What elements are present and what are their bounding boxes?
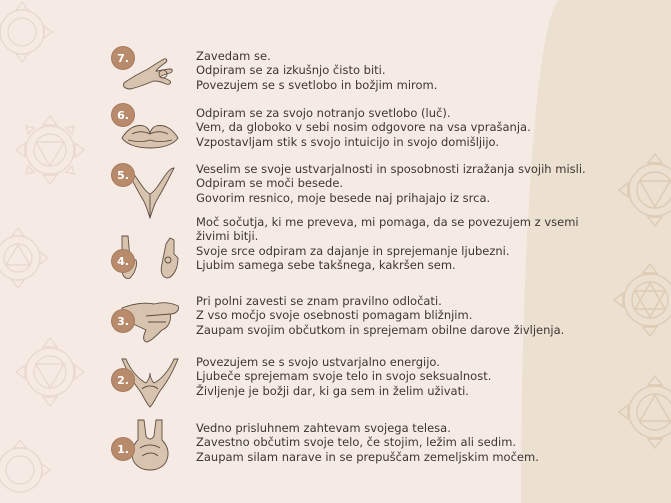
chakra-number-badge: 2. [112, 369, 134, 391]
affirmation-line: Ljubeče sprejemam svoje telo in svojo seksualnost. [196, 369, 492, 384]
affirmation-line: Govorim resnico, moje besede naj prihajajo iz srca. [196, 190, 491, 205]
chakra-number-badge: 6. [112, 104, 134, 126]
chakra-item-1 [112, 418, 652, 478]
affirmation-line: Zaupam silam narave in se prepuščam zemeljskim močem. [196, 449, 539, 464]
chakra-number-badge: 5. [112, 164, 134, 186]
affirmation-line: Vem, da globoko v sebi nosim odgovore na vsa vprašanja. [196, 120, 531, 135]
chakra-symbol-icon [0, 2, 52, 62]
chakra-symbol-icon [16, 338, 84, 406]
affirmation-line: Veselim se svoje ustvarjalnosti in sposobnosti izražanja svojih misli. [196, 162, 586, 176]
affirmation-line: Vzpostavljam stik s svojo intuicijo in svojo domišljijo. [196, 134, 499, 149]
chakra-item-3 [112, 296, 652, 356]
affirmation-line: Zaupam svojim občutkom in sprejemam obilne darove življenja. [196, 322, 565, 337]
affirmation-line: Ljubim samega sebe takšnega, kakršen sem. [196, 258, 456, 273]
affirmation-line: Odpiram se za svojo notranjo svetlobo (luč). [196, 106, 451, 120]
affirmation-line: Odpiram se moči besede. [196, 176, 344, 191]
affirmation-line: Povezujem se s svojo ustvarjalno energijo. [196, 355, 440, 369]
affirmation-line: živimi bitji. [196, 229, 259, 244]
chakra-number-badge: 3. [112, 310, 134, 332]
chakra-number-badge: 4. [112, 250, 134, 272]
chakra-number-badge: 1. [112, 438, 134, 460]
affirmation-line: Pri polni zavesti se znam pravilno odločati. [196, 294, 442, 308]
chakra-symbol-icon [0, 228, 48, 288]
chakra-symbol-icon [0, 440, 50, 492]
chakra-item-4 [112, 215, 652, 290]
affirmation-line: Svoje srce odpiram za dajanje in sprejemanje ljubezni. [196, 243, 510, 258]
affirmation-line: Življenje je božji dar, ki ga sem in želim uživati. [196, 383, 469, 398]
chakra-symbol-icon [16, 116, 84, 184]
chakra-item-7 [112, 47, 652, 107]
affirmation-line: Zavestno občutim svoje telo, če stojim, ležim ali sedim. [196, 435, 517, 450]
affirmation-line: Moč sočutja, ki me preveva, mi pomaga, da se povezujem z vsemi [196, 215, 579, 229]
affirmation-line: Z vso močjo svoje osebnosti pomagam bližnjim. [196, 308, 473, 323]
affirmation-line: Vedno prisluhnem zahtevam svojega telesa. [196, 421, 451, 435]
chakra-item-6 [112, 104, 652, 164]
affirmation-line: Zavedam se. [196, 49, 271, 63]
chakra-number-badge: 7. [112, 47, 134, 69]
chakra-item-2 [112, 355, 652, 415]
affirmation-line: Odpiram se za izkušnjo čisto biti. [196, 63, 386, 78]
affirmation-line: Povezujem se s svetlobo in božjim mirom. [196, 77, 438, 92]
